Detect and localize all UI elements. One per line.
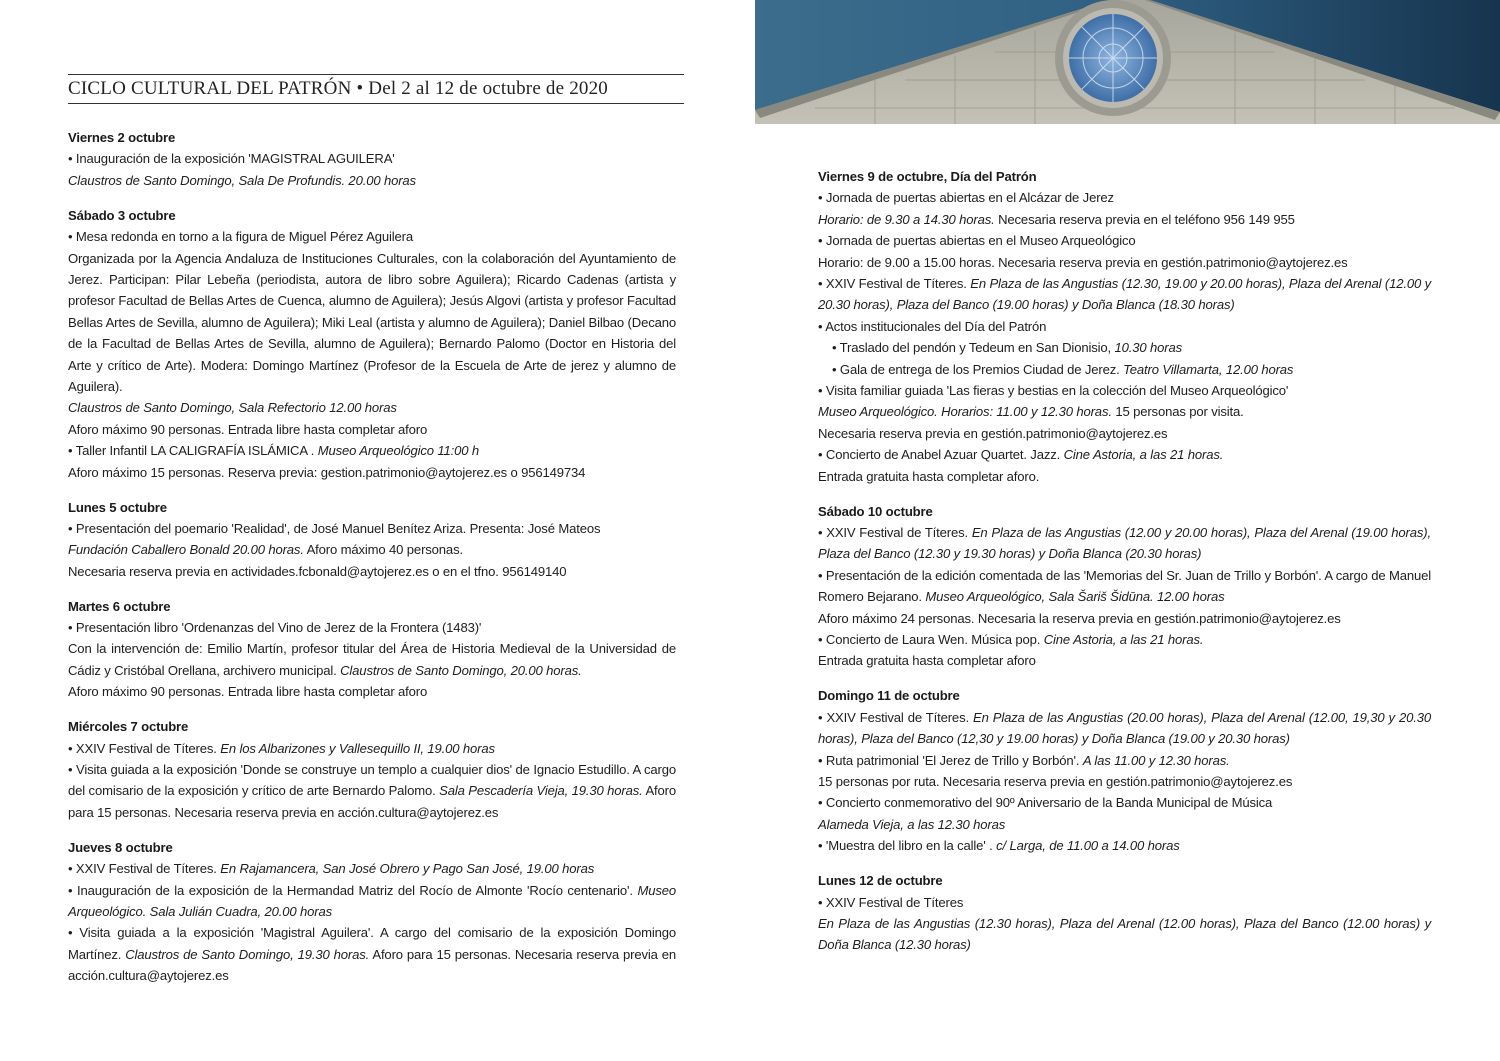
right-column — [818, 166, 1431, 969]
event-venue: Cine Astoria, a las 21 horas. — [1063, 447, 1224, 463]
event-note: Aforo máximo 40 personas. — [303, 542, 463, 558]
event-subline — [818, 359, 1431, 380]
event-venue: Museo Arqueológico. Sala Julián Cuadra, 20.00 horas — [68, 882, 676, 919]
event-line — [818, 835, 1431, 856]
event-note: Necesaria reserva previa en el teléfono 956 149 955 — [994, 211, 1295, 227]
day-sabado-10 — [818, 501, 1431, 672]
event-text: • Ruta patrimonial 'El Jerez de Trillo y Borbón'. — [818, 752, 1083, 768]
event-venue: Fundación Caballero Bonald 20.00 horas. — [68, 542, 304, 558]
event-venue: Sala Pescadería Vieja, 19.30 horas. — [439, 783, 643, 799]
day-lunes-5 — [68, 497, 676, 583]
event-line — [68, 440, 676, 461]
event-text: • 'Muestra del libro en la calle' . — [818, 838, 997, 854]
day-title: Lunes 12 de octubre — [818, 873, 943, 889]
event-text: • XXIV Festival de Títeres. — [818, 709, 973, 725]
event-venue: Alameda Vieja, a las 12.30 horas — [818, 816, 1006, 832]
event-venue: En Plaza de las Angustias (20.00 horas), Plaza del Arenal (12.00, 19,30 y 20.30 horas), Plaza del Banco (12,30 y 19.00 horas) y Doña Blanca (19.00 y 20.30 horas) — [818, 709, 1431, 747]
event-note: Horario: de 9.00 a 15.00 horas. Necesaria reserva previa en gestión.patrimonio@aytojerez.es — [818, 254, 1348, 270]
event-line — [68, 539, 676, 560]
event-description — [818, 565, 1431, 608]
day-miercoles-7 — [68, 716, 676, 823]
event-line: • Presentación del poemario 'Realidad', de José Manuel Benítez Ariza. Presenta: José Mateos — [68, 520, 601, 536]
event-description — [68, 880, 676, 923]
event-note: Aforo para 15 personas. Necesaria reserva previa en acción.cultura@aytojerez.es — [68, 946, 676, 984]
event-text: • XXIV Festival de Títeres. — [68, 861, 221, 877]
event-venue: Claustros de Santo Domingo, 19.30 horas. — [125, 946, 370, 962]
event-venue: 10.30 horas — [1114, 340, 1182, 356]
event-line: • Jornada de puertas abiertas en el Alcázar de Jerez — [818, 190, 1114, 206]
day-domingo-11 — [818, 685, 1431, 856]
event-note: Aforo para 15 personas. Necesaria reserva previa en acción.cultura@aytojerez.es — [68, 783, 677, 820]
event-line: • XXIV Festival de Títeres — [818, 894, 964, 910]
event-venue: En Plaza de las Angustias (12.00 y 20.00 horas), Plaza del Arenal (19.00 horas), Plaza del Banco (12.30 y 19.30 horas) y Doña Blanca (20.30 horas) — [818, 525, 1431, 562]
event-note: Aforo máximo 90 personas. Entrada libre hasta completar aforo — [68, 684, 428, 700]
event-text: • XXIV Festival de Títeres. — [68, 740, 221, 756]
event-text: • XXIV Festival de Títeres. — [818, 525, 972, 540]
facade-image — [755, 0, 1500, 124]
event-text: • Visita guiada a la exposición 'Magistral Aguilera'. A cargo del comisario de la exposición Domingo Martínez. — [68, 925, 676, 962]
event-note: Entrada gratuita hasta completar aforo. — [818, 468, 1040, 484]
page-title: CICLO CULTURAL DEL PATRÓN • Del 2 al 12 de octubre de 2020 — [68, 78, 609, 99]
event-text: • XXIV Festival de Títeres. — [818, 276, 971, 292]
header-photo — [755, 0, 1500, 124]
event-note: Aforo máximo 24 personas. Necesaria la reserva previa en gestión.patrimonio@aytojerez.es — [818, 610, 1341, 626]
event-line: • Jornada de puertas abiertas en el Museo Arqueológico — [818, 233, 1136, 249]
event-description — [68, 759, 676, 823]
event-venue: Claustros de Santo Domingo, Sala De Profundis. 20.00 horas — [68, 172, 416, 188]
event-note: 15 personas por visita. — [1111, 404, 1244, 420]
event-description: Organizada por la Agencia Andaluza de Instituciones Culturales, con la colaboración del Ayuntamiento de Jerez. Participan: Pilar Lebeña (periodista, autora de libro sobre Aguilera); Ricardo Cadenas (artista y profesor Facultad de Bellas Artes de Cuenca, alumno de Aguilera); Jesús Algovi (artista y profesor Facultad Bellas Artes de Sevilla, alumno de Aguilera); Miki Leal (artista y alumno de Aguilera); Daniel Bilbao (Decano de la Facultad de Bellas Artes de Sevilla, alumno de Aguilera); Bernardo Palomo (Doctor en Historia del Arte y crítico de Arte). Modera: Domingo Martínez (Profesor de la Escuela de Arte de jerez y alumno de Aguilera). — [68, 250, 676, 394]
event-line: • Concierto conmemorativo del 90º Aniversario de la Banda Municipal de Música — [818, 795, 1273, 811]
event-line — [68, 858, 676, 879]
event-venue: Museo Arqueológico, Sala Šariš Šidūna. 12.00 horas — [925, 589, 1225, 605]
day-title: Lunes 5 octubre — [68, 499, 167, 515]
event-note: Aforo máximo 15 personas. Reserva previa: gestion.patrimonio@aytojerez.es o 956149734 — [68, 464, 586, 480]
event-venue: Claustros de Santo Domingo, Sala Refectorio 12.00 horas — [68, 400, 397, 416]
event-line — [818, 522, 1431, 565]
event-venue: En Plaza de las Angustias (12.30 horas), Plaza del Arenal (12.00 horas), Plaza del Banco (12.00 horas) y Doña Blanca (12.30 horas) — [818, 915, 1431, 953]
event-line — [818, 707, 1431, 750]
day-title: Viernes 2 octubre — [68, 130, 176, 145]
event-note: Necesaria reserva previa en gestión.patrimonio@aytojerez.es — [818, 425, 1168, 441]
day-title: Sábado 3 octubre — [68, 207, 176, 223]
event-text: • Concierto de Anabel Azuar Quartet. Jazz. — [818, 447, 1064, 463]
event-venue: Teatro Villamarta, 12.00 horas — [1123, 361, 1294, 377]
event-venue: En los Albarizones y Vallesequillo II, 19.00 horas — [220, 740, 495, 756]
event-note: Entrada gratuita hasta completar aforo — [818, 653, 1036, 669]
day-title: Martes 6 octubre — [68, 598, 171, 614]
event-note: Aforo máximo 90 personas. Entrada libre hasta completar aforo — [68, 421, 428, 437]
day-jueves-8 — [68, 837, 676, 987]
event-text: • Traslado del pendón y Tedeum en San Dionisio, — [832, 340, 1115, 356]
event-note: 15 personas por ruta. Necesaria reserva previa en gestión.patrimonio@aytojerez.es — [818, 773, 1293, 789]
day-title: Jueves 8 octubre — [68, 839, 173, 855]
day-viernes-9 — [818, 166, 1431, 487]
event-subline — [818, 337, 1431, 358]
event-venue: Claustros de Santo Domingo, 20.00 horas. — [340, 662, 582, 678]
event-venue: En Rajamancera, San José Obrero y Pago San José, 19.00 horas — [220, 861, 595, 877]
event-text: • Presentación de la edición comentada de las 'Memorias del Sr. Juan de Trillo y Borbón'. A cargo de Manuel Romero Bejarano. — [818, 567, 1431, 605]
event-line — [818, 629, 1431, 650]
event-venue: Horario: de 9.30 a 14.30 horas. — [818, 211, 995, 227]
event-line — [818, 209, 1431, 230]
event-line: • Actos institucionales del Día del Patrón — [818, 318, 1047, 334]
day-viernes-2 — [68, 127, 676, 191]
day-lunes-12 — [818, 870, 1431, 956]
day-sabado-3 — [68, 205, 676, 483]
event-line — [818, 401, 1431, 422]
day-title: Sábado 10 octubre — [818, 503, 933, 519]
event-line — [818, 273, 1431, 316]
event-text: • Gala de entrega de los Premios Ciudad de Jerez. — [832, 361, 1124, 377]
event-line: • Mesa redonda en torno a la figura de Miguel Pérez Aguilera — [68, 229, 413, 245]
event-line: • Presentación libro 'Ordenanzas del Vino de Jerez de la Frontera (1483)' — [68, 620, 482, 636]
left-column — [68, 127, 676, 1000]
event-description — [68, 638, 676, 681]
event-text: Con la intervención de: Emilio Martín, profesor titular del Área de Historia Medieval de la Universidad de Cádiz y Cristóbal Orellana, archivero municipal. — [68, 641, 676, 678]
event-venue: Museo Arqueológico 11:00 h — [317, 443, 480, 459]
event-line: • Visita familiar guiada 'Las fieras y bestias en la colección del Museo Arqueológico' — [818, 383, 1289, 399]
day-title: Miércoles 7 octubre — [68, 719, 189, 735]
day-title: Domingo 11 de octubre — [818, 688, 960, 704]
event-venue: A las 11.00 y 12.30 horas. — [1082, 752, 1230, 768]
page-header — [68, 74, 684, 104]
event-text: • Visita guiada a la exposición 'Donde se construye un templo a cualquier dios' de Ignacio Estudillo. A cargo del comisario de la exposición y crítico de arte Bernardo Palomo. — [68, 761, 676, 799]
event-text: • Inauguración de la exposición de la Hermandad Matriz del Rocío de Almonte 'Rocío centenario'. — [68, 882, 638, 898]
event-line: • Inauguración de la exposición 'MAGISTRAL AGUILERA' — [68, 151, 395, 167]
event-venue: Cine Astoria, a las 21 horas. — [1043, 632, 1204, 648]
event-venue: c/ Larga, de 11.00 a 14.00 horas — [996, 838, 1180, 854]
event-line — [818, 750, 1431, 771]
event-venue: Museo Arqueológico. Horarios: 11.00 y 12.30 horas. — [818, 404, 1112, 420]
event-line — [68, 738, 676, 759]
event-text: • Taller Infantil LA CALIGRAFÍA ISLÁMICA . — [68, 443, 318, 459]
event-note: Necesaria reserva previa en actividades.fcbonald@aytojerez.es o en el tfno. 956149140 — [68, 563, 567, 579]
day-martes-6 — [68, 596, 676, 703]
day-title: Viernes 9 de octubre, Día del Patrón — [818, 169, 1037, 184]
event-description — [68, 922, 676, 986]
event-text: • Concierto de Laura Wen. Música pop. — [818, 632, 1044, 648]
event-line — [818, 444, 1431, 465]
event-venue: En Plaza de las Angustias (12.30, 19.00 y 20.00 horas), Plaza del Arenal (12.00 y 20.30 horas), Plaza del Banco (19.00 horas) y Doña Blanca (18.30 horas) — [818, 276, 1431, 313]
